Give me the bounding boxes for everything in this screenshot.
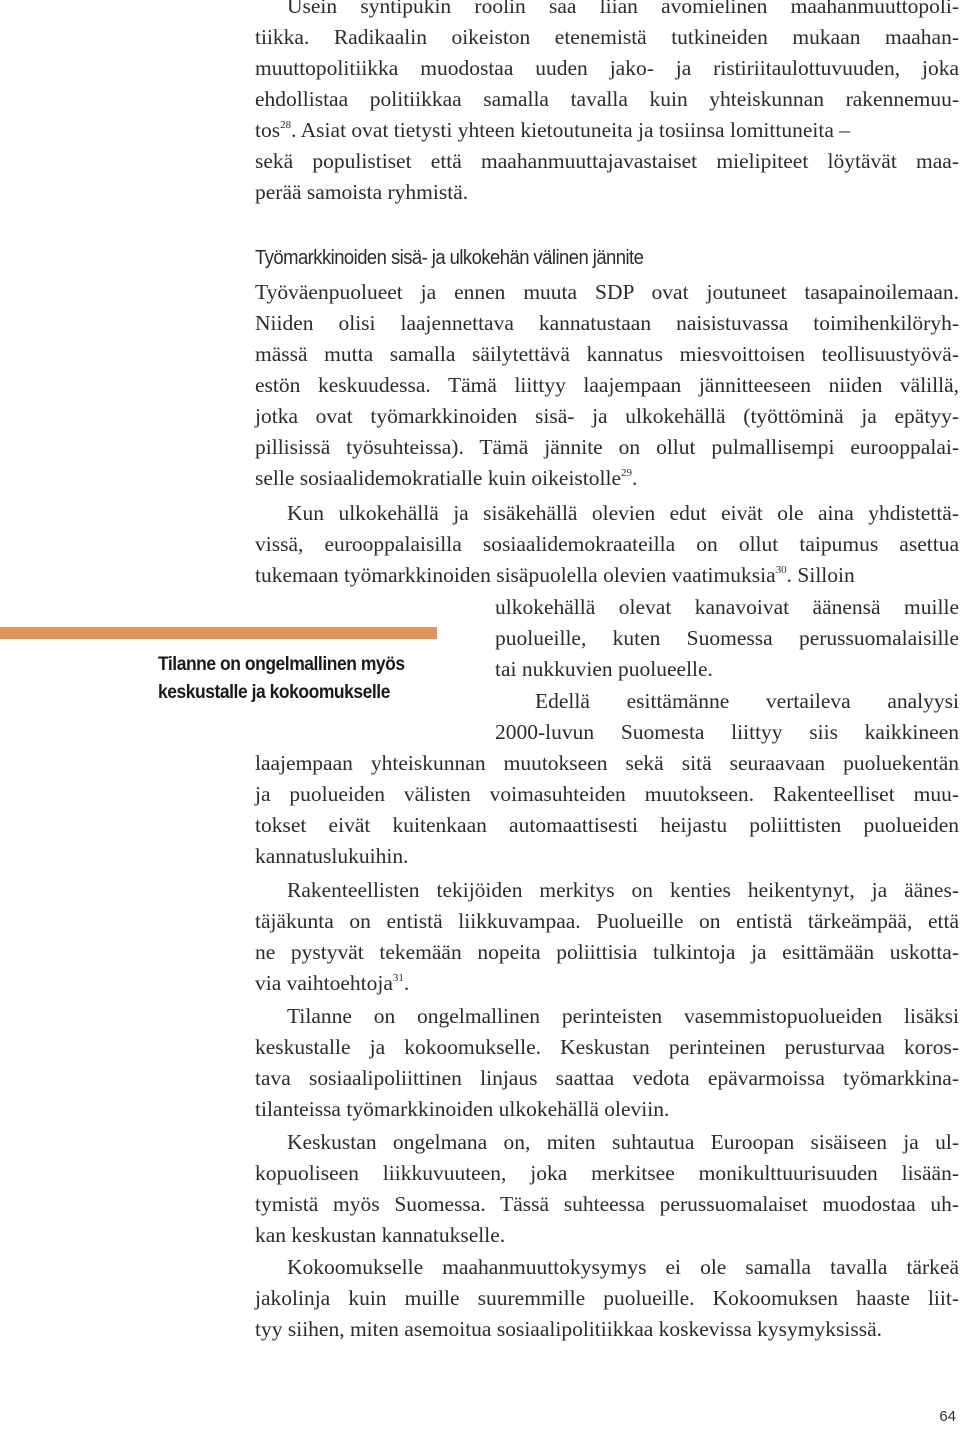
text-line: kannatuslukuihin. [255,844,409,868]
footnote-ref: 29 [621,467,633,479]
text-line: ehdollistaa politiikkaa samalla tavalla kuin yhteiskunnan rakennemuu- [255,87,959,111]
pull-quote-line: Tilanne on ongelmallinen myös [158,654,405,675]
text-line: Edellä esittämänne vertaileva analyysi [535,689,959,713]
text-line: 2000-luvun Suomesta liittyy siis kaikkineen [495,720,959,744]
text-line: via vaihtoehtoja$^{31}$. [255,971,410,995]
text-line: tukemaan työmarkkinoiden sisäpuolella olevien vaatimuksia$^{30}$. Silloin [255,563,855,587]
text-line: Rakenteellisten tekijöiden merkitys on kenties heikentynyt, ja äänes- [287,878,959,902]
text-line: estön keskuudessa. Tämä liittyy laajempaan jännitteeseen niiden välillä, [255,373,959,397]
text-line: selle sosiaalidemokratialle kuin oikeistolle$^{29}$. [255,466,638,490]
text-line: ja puolueiden välisten voimasuhteiden muutokseen. Rakenteelliset muu- [255,782,959,806]
text-line: Niiden olisi laajennettava kannatustaan naisistuvassa toimihenkilöryh- [255,311,959,335]
text-line: jotka ovat työmarkkinoiden sisä- ja ulkokehällä (työttöminä ja epätyy- [255,404,959,428]
text-line: ulkokehällä olevat kanavoivat äänensä muille [495,595,959,619]
text-line: Kokoomukselle maahanmuuttokysymys ei ole samalla tavalla tärkeä [287,1255,959,1279]
text-line: laajempaan yhteiskunnan muutokseen sekä sitä seuraavaan puoluekentän [255,751,959,775]
text-line: jakolinja kuin muille suuremmille puolueille. Kokoomuksen haaste liit- [255,1286,959,1310]
text-line: tava sosiaalipoliittinen linjaus saattaa vedota epävarmoissa työmarkkina- [255,1066,959,1090]
text-line: tos$^{28}$. Asiat ovat tietysti yhteen kietoutuneita ja tosiinsa lomittuneita – [255,118,850,142]
text-line: tilanteissa työmarkkinoiden ulkokehällä oleviin. [255,1097,670,1121]
text-line: tiikka. Radikaalin oikeiston etenemistä tutkineiden mukaan maahan- [255,25,959,49]
text-line: kan keskustan kannatukselle. [255,1223,506,1247]
text-line: sekä populistiset että maahanmuuttajavastaiset mielipiteet löytävät maa- [255,149,959,173]
pull-quote [158,651,425,707]
text-line: tyy siihen, miten asemoitua sosiaalipolitiikkaa koskevissa kysymyksissä. [255,1317,883,1341]
text-line: Työväenpuolueet ja ennen muuta SDP ovat joutuneet tasapainoilemaan. [255,280,959,304]
text-line: kopuoliseen liikkuvuuteen, joka merkitsee monikulttuurisuuden lisään- [255,1161,959,1185]
page-number: 64 [939,1408,956,1425]
pull-quote-line: keskustalle ja kokoomukselle [158,682,390,703]
pull-quote-accent-bar [0,627,437,639]
section-heading: Työmarkkinoiden sisä- ja ulkokehän välinen jännite [255,246,644,269]
footnote-ref: 28 [280,119,292,131]
text-line: ne pystyvät tekemään nopeita poliittisia tulkintoja ja esittämään uskotta- [255,940,959,964]
text-line: perää samoista ryhmistä. [255,180,469,204]
text-line: puolueille, kuten Suomessa perussuomalaisille [495,626,959,650]
text-line: tymistä myös Suomessa. Tässä suhteessa perussuomalaiset muodostaa uh- [255,1192,959,1216]
footnote-ref: 31 [392,972,404,984]
footnote-ref: 30 [775,564,787,576]
text-line: tokset eivät kuitenkaan automaattisesti heijastu poliittisten puolueiden [255,813,959,837]
text-line: muuttopolitiikka muodostaa uuden jako- ja ristiriitaulottuvuuden, joka [255,56,959,80]
text-line: Kun ulkokehällä ja sisäkehällä olevien edut eivät ole aina yhdistettä- [287,501,959,525]
text-line: täjäkunta on entistä liikkuvampaa. Puolueille on entistä tärkeämpää, että [255,909,959,933]
text-line: Tilanne on ongelmallinen perinteisten vasemmistopuolueiden lisäksi [287,1004,959,1028]
text-line: Usein syntipukin roolin saa liian avomielinen maahanmuuttopoli- [287,0,959,18]
text-line: pillisissä työsuhteissa). Tämä jännite on ollut pulmallisempi eurooppalai- [255,435,959,459]
text-line: vissä, eurooppalaisilla sosiaalidemokraateilla on ollut taipumus asettua [255,532,959,556]
text-line: mässä mutta samalla säilytettävä kannatus miesvoittoisen teollisuustyövä- [255,342,959,366]
text-line: Keskustan ongelmana on, miten suhtautua Euroopan sisäiseen ja ul- [287,1130,959,1154]
text-line: tai nukkuvien puolueelle. [495,657,713,681]
text-line: keskustalle ja kokoomukselle. Keskustan perinteinen perusturvaa koros- [255,1035,959,1059]
